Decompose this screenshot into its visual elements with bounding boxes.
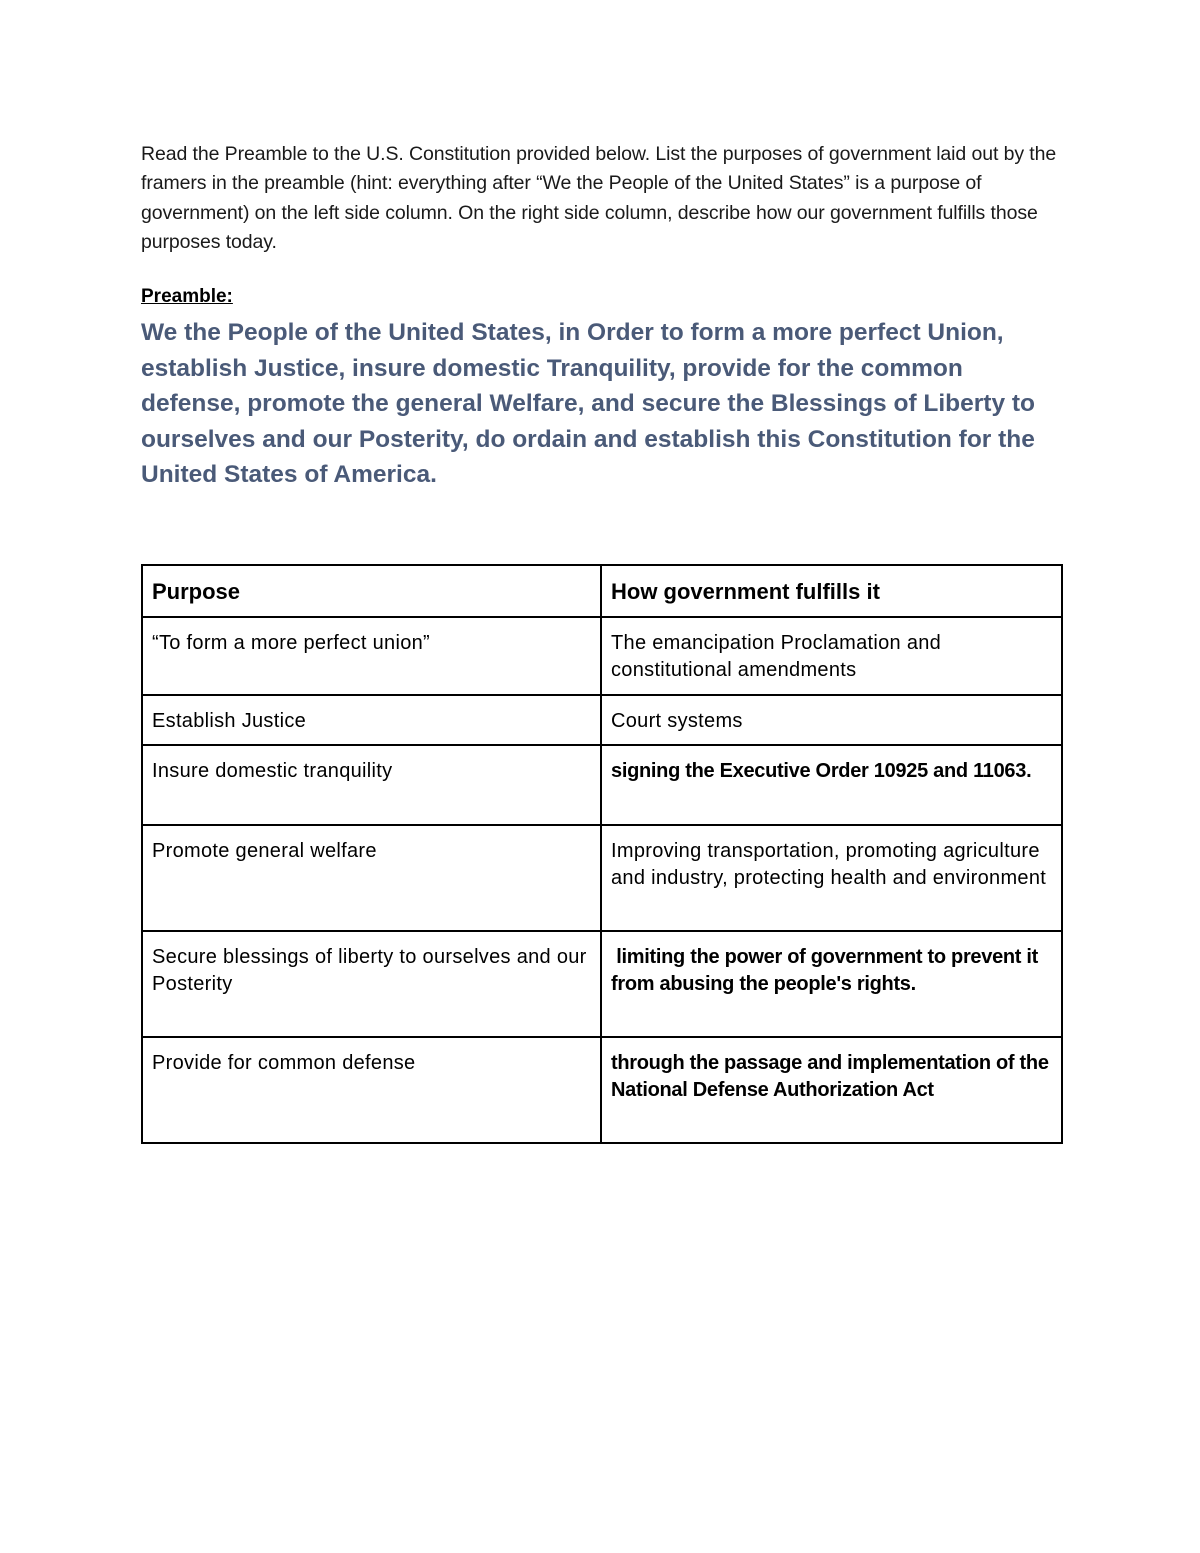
fulfillment-cell: through the passage and implementation of the National Defense Authorization Act — [601, 1037, 1062, 1143]
fulfillment-cell: signing the Executive Order 10925 and 11063. — [601, 745, 1062, 825]
fulfillment-cell: The emancipation Proclamation and constitutional amendments — [601, 617, 1062, 695]
table-row — [142, 617, 1062, 695]
header-fulfillment: How government fulfills it — [601, 565, 1062, 617]
table-header-row — [142, 565, 1062, 617]
purpose-cell: Establish Justice — [142, 695, 601, 745]
table-row — [142, 695, 1062, 745]
header-purpose: Purpose — [142, 565, 601, 617]
purposes-table — [141, 564, 1063, 1144]
purpose-cell: Insure domestic tranquility — [142, 745, 601, 825]
preamble-heading: Preamble: — [141, 286, 233, 308]
fulfillment-cell: Court systems — [601, 695, 1062, 745]
purpose-cell: Promote general welfare — [142, 825, 601, 931]
instructions-paragraph: Read the Preamble to the U.S. Constitution provided below. List the purposes of government laid out by the framers in the preamble (hint: everything after “We the People of the United States” is a purpose of government) on the left side column. On the right side column, describe how our government fulfills those purposes today. — [141, 143, 1057, 253]
purpose-cell: Secure blessings of liberty to ourselves and our Posterity — [142, 931, 601, 1037]
table-row — [142, 825, 1062, 931]
table-row — [142, 931, 1062, 1037]
purpose-cell: Provide for common defense — [142, 1037, 601, 1143]
fulfillment-cell: limiting the power of government to prevent it from abusing the people's rights. — [601, 931, 1062, 1037]
table-row — [142, 1037, 1062, 1143]
fulfillment-cell: Improving transportation, promoting agriculture and industry, protecting health and environment — [601, 825, 1062, 931]
purpose-cell: “To form a more perfect union” — [142, 617, 601, 695]
document-page — [141, 140, 1061, 493]
preamble-text: We the People of the United States, in Order to form a more perfect Union, establish Justice, insure domestic Tranquility, provide for the common defense, promote the general Welfare, and secure the Blessings of Liberty to ourselves and our Posterity, do ordain and establish this Constitution for the United States of America. — [141, 319, 1036, 489]
table-row — [142, 745, 1062, 825]
